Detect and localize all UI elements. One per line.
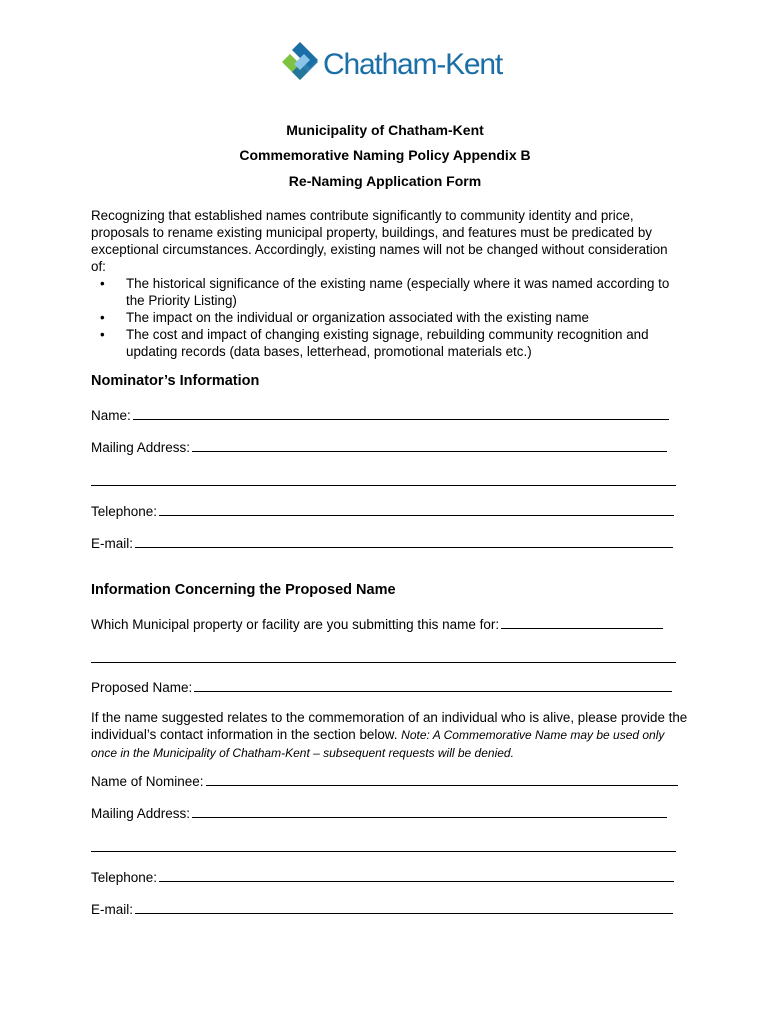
proposed-name-heading: Information Concerning the Proposed Name (91, 582, 396, 598)
nominee-telephone-input[interactable] (159, 868, 674, 882)
proposed-name-input[interactable] (194, 678, 672, 692)
nominee-mailing-field (91, 804, 667, 821)
field-label: E-mail: (91, 902, 134, 917)
field-label: Telephone: (91, 504, 158, 519)
proposed-name-field (91, 678, 672, 695)
nominee-name-input[interactable] (206, 772, 678, 786)
nominator-mailing-field (91, 438, 667, 455)
nominator-telephone-input[interactable] (159, 502, 674, 516)
field-label: Mailing Address: (91, 806, 191, 821)
field-label: Which Municipal property or facility are you submitting this name for: (91, 617, 500, 632)
field-label: Name of Nominee: (91, 774, 204, 789)
list-item: • The cost and impact of changing existing signage, rebuilding community recognition and updating records (data bases, letterhead, promotional materials etc.) (126, 326, 683, 360)
title-municipality: Municipality of Chatham-Kent (286, 122, 484, 138)
note-text: Note: A Commemorative Name may be used only once in the Municipality of Chatham-Kent – subsequent requests will be denied. (91, 728, 665, 760)
nominator-mailing-line-2[interactable] (91, 484, 676, 486)
nominator-name-field (91, 406, 669, 423)
logo-mark-icon (280, 40, 324, 90)
field-label: Name: (91, 408, 131, 423)
field-label: Proposed Name: (91, 680, 193, 695)
list-item: • The historical significance of the existing name (especially where it was named according to the Priority Listing) (126, 275, 683, 309)
nominator-email-field (91, 534, 673, 551)
intro-section (91, 207, 683, 360)
nominee-telephone-field (91, 868, 674, 885)
nominee-mailing-input[interactable] (192, 804, 667, 818)
nominee-email-input[interactable] (135, 900, 673, 914)
field-label: E-mail: (91, 536, 134, 551)
property-line-2[interactable] (91, 661, 676, 663)
living-individual-text: If the name suggested relates to the commemoration of an individual who is alive, please provide the individual’s contact information in the section below. (91, 710, 688, 742)
nominator-telephone-field (91, 502, 674, 519)
nominee-mailing-line-2[interactable] (91, 850, 676, 852)
logo-text: Chatham-Kent (323, 48, 503, 81)
field-label: Mailing Address: (91, 440, 191, 455)
title-policy: Commemorative Naming Policy Appendix B (239, 147, 531, 163)
title-form: Re-Naming Application Form (288, 173, 482, 189)
field-label: Telephone: (91, 870, 158, 885)
chatham-kent-logo (280, 40, 503, 90)
nominee-email-field (91, 900, 673, 917)
nominator-heading: Nominator’s Information (91, 373, 260, 389)
property-input[interactable] (501, 615, 663, 629)
nominator-name-input[interactable] (133, 406, 669, 420)
consideration-list (91, 275, 683, 360)
living-individual-paragraph (91, 709, 691, 762)
nominator-email-input[interactable] (135, 534, 673, 548)
nominee-name-field (91, 772, 678, 789)
list-item: • The impact on the individual or organization associated with the existing name (126, 309, 683, 326)
property-field (91, 615, 663, 632)
intro-paragraph: Recognizing that established names contribute significantly to community identity and price, proposals to rename existing municipal property, buildings, and features must be predicated by exceptional circumstances. Accordingly, existing names will not be changed without consideration of: (91, 208, 668, 274)
nominator-mailing-input[interactable] (192, 438, 667, 452)
